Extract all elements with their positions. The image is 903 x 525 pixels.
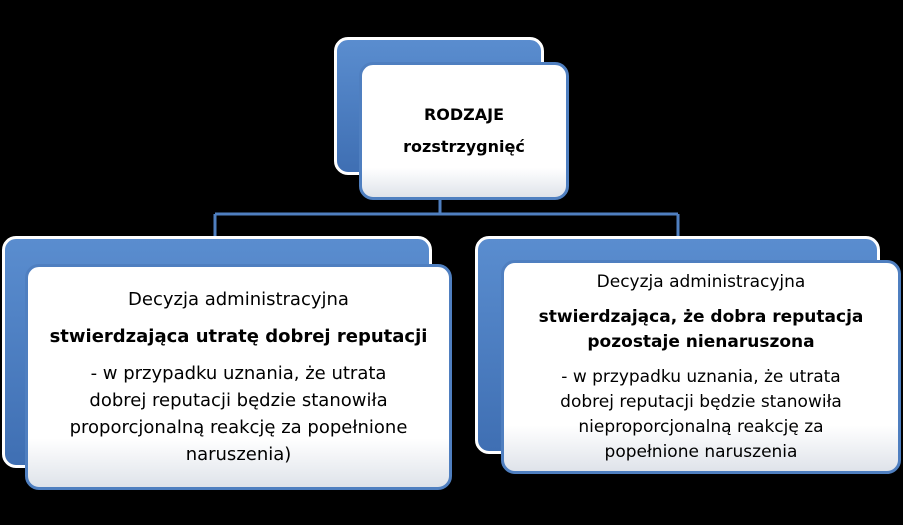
left-node-condition-1: - w przypadku uznania, że utrata bbox=[90, 363, 387, 384]
left-node-condition-3: proporcjonalną reakcję za popełnione bbox=[69, 417, 408, 438]
right-node-decision-2: pozostaje nienaruszona bbox=[587, 331, 815, 352]
left-node-condition-4: naruszenia) bbox=[185, 444, 292, 465]
right-node bbox=[501, 260, 901, 474]
right-node-decision-1: stwierdzająca, że dobra reputacja bbox=[538, 306, 864, 327]
right-node-condition-4: popełnione naruszenia bbox=[604, 441, 798, 462]
right-node-condition-2: dobrej reputacji będzie stanowiła bbox=[560, 391, 842, 412]
left-node-condition-2: dobrej reputacji będzie stanowiła bbox=[89, 390, 388, 411]
right-node-condition-3: nieproporcjonalną reakcję za bbox=[578, 416, 824, 437]
right-node-heading: Decyzja administracyjna bbox=[596, 271, 806, 292]
left-node-decision: stwierdzająca utratę dobrej reputacji bbox=[49, 326, 428, 347]
left-node-heading: Decyzja administracyjna bbox=[128, 289, 349, 310]
right-node-condition-1: - w przypadku uznania, że utrata bbox=[561, 366, 841, 387]
root-node bbox=[359, 62, 569, 200]
root-node-title: RODZAJE bbox=[423, 105, 505, 124]
root-node-subtitle: rozstrzygnięć bbox=[403, 137, 525, 156]
left-node bbox=[25, 264, 452, 490]
